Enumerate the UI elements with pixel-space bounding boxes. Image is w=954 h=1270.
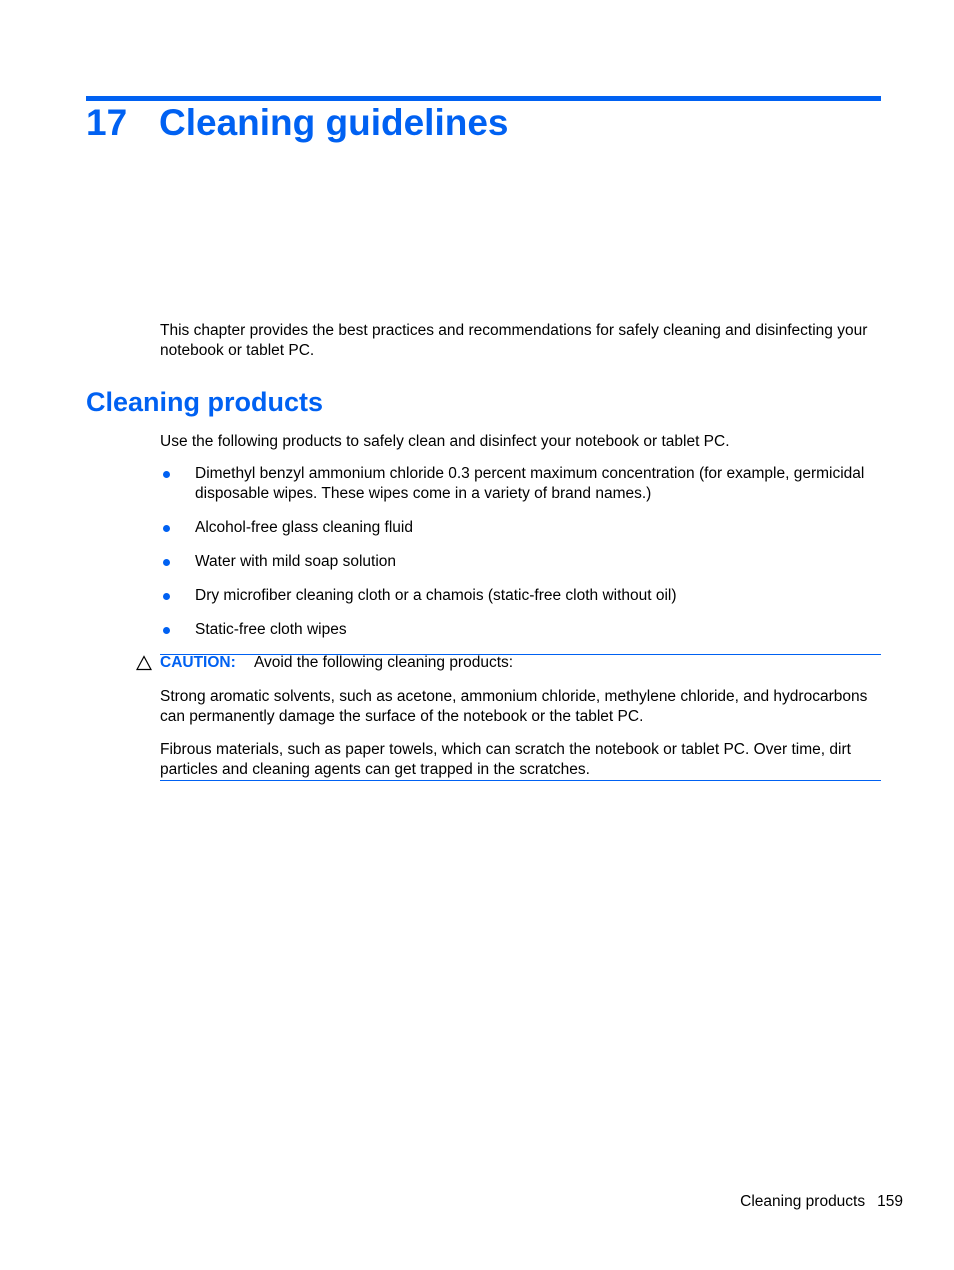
page-footer [740,1192,903,1212]
list-item-text: Dimethyl benzyl ammonium chloride 0.3 percent maximum concentration (for example, germicidal disposable wipes. These wipes come in a variety of brand names.) [195,465,865,502]
section-heading: Cleaning products [86,387,324,417]
list-item-text: Static-free cloth wipes [195,620,347,638]
caution-callout [160,653,513,673]
list-item [160,586,882,606]
list-item [160,620,882,640]
chapter-number: 17 [86,102,128,143]
caution-label: CAUTION: [160,654,236,671]
caution-paragraph-fibrous: Fibrous materials, such as paper towels, which can scratch the notebook or tablet PC. Over time, dirt particles and cleaning agents can get trapped in the scratches. [160,741,851,778]
chapter-title: Cleaning guidelines [159,102,509,143]
products-list [160,464,882,654]
footer-section-title: Cleaning products [740,1193,866,1210]
list-item [160,518,882,538]
chapter-heading [86,100,509,146]
list-item-text: Alcohol-free glass cleaning fluid [195,518,413,536]
section-intro: Use the following products to safely clean and disinfect your notebook or tablet PC. [160,433,730,450]
caution-triangle-icon [136,655,152,671]
bullet-icon [163,559,170,566]
bullet-icon [163,593,170,600]
list-item-text: Dry microfiber cleaning cloth or a chamois (static-free cloth without oil) [195,586,677,604]
list-item [160,464,882,503]
bullet-icon [163,627,170,634]
list-item [160,552,882,572]
caution-bottom-rule [160,780,881,781]
bullet-icon [163,471,170,478]
caution-text: Avoid the following cleaning products: [254,654,514,671]
list-item-text: Water with mild soap solution [195,552,397,570]
page-number: 159 [877,1193,903,1210]
chapter-intro: This chapter provides the best practices and recommendations for safely cleaning and disinfecting your notebook or tablet PC. [160,322,868,359]
caution-paragraph-solvents: Strong aromatic solvents, such as acetone, ammonium chloride, methylene chloride, and hydrocarbons can permanently damage the surface of the notebook or the tablet PC. [160,688,868,725]
bullet-icon [163,525,170,532]
